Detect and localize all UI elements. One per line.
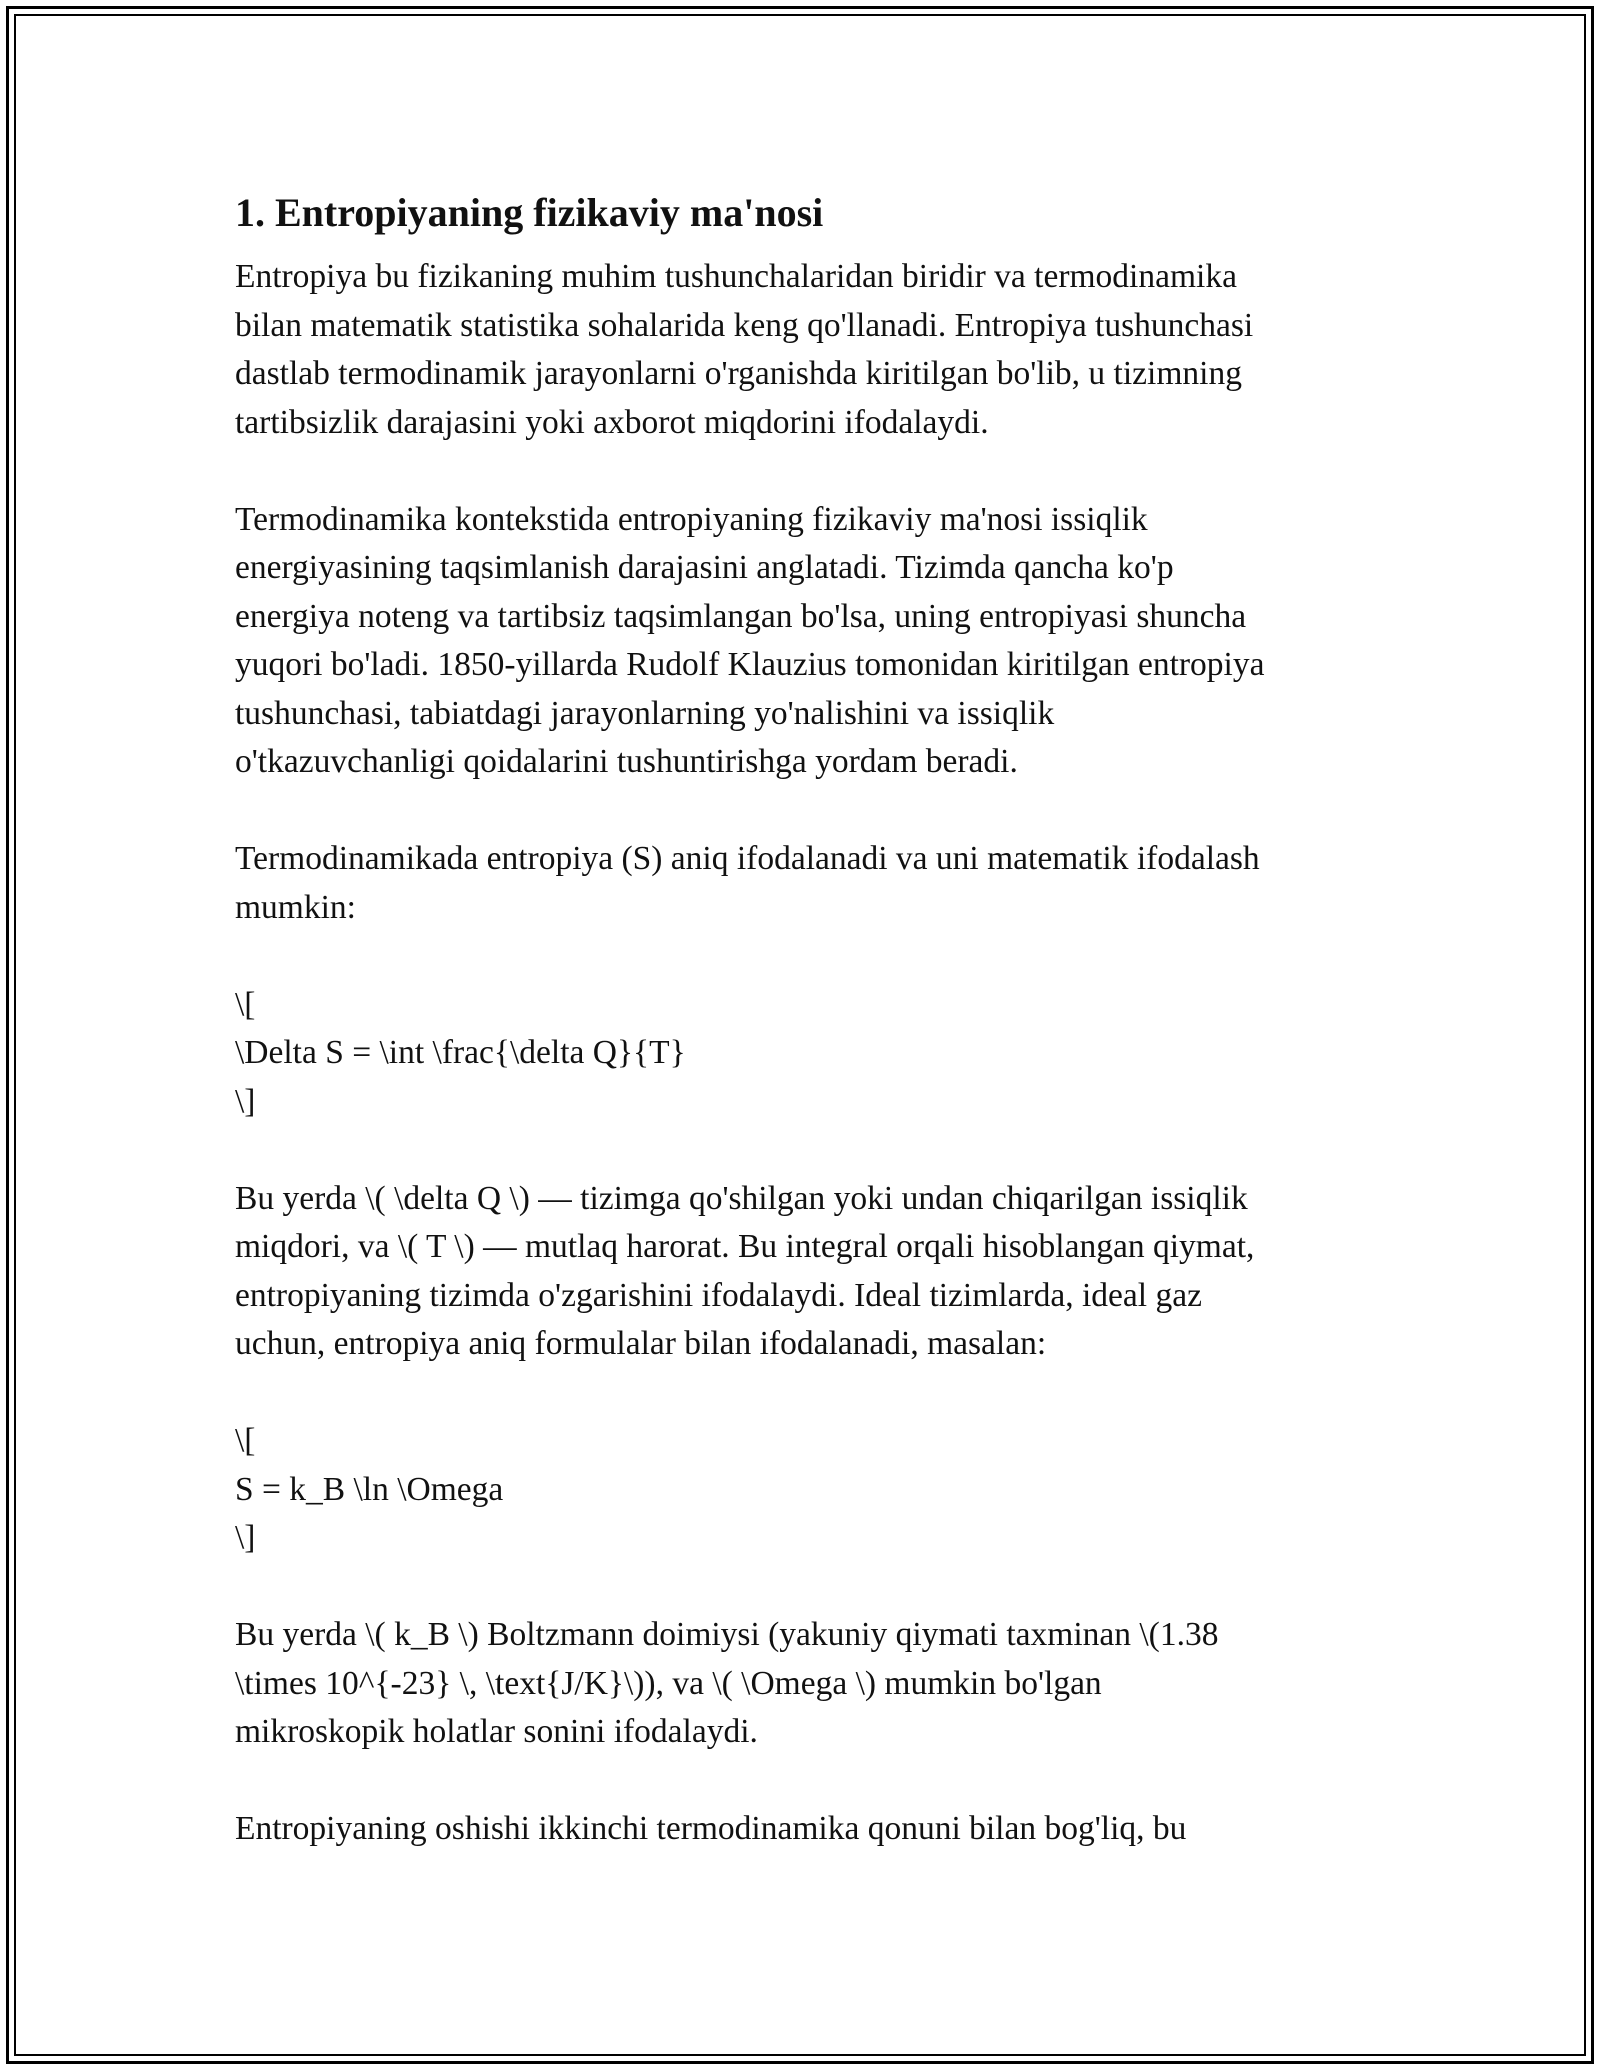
paragraph-second-law: Entropiyaning oshishi ikkinchi termodinamika qonuni bilan bog'liq, bu — [235, 1810, 1187, 1847]
formula-delta-s: \[ \Delta S = \int \frac{\delta Q}{T} \] — [235, 985, 686, 1120]
paragraph-entropy-definition: Termodinamikada entropiya (S) aniq ifodalanadi va uni matematik ifodalash mumkin: — [235, 840, 1260, 926]
paragraph-thermodynamics-context: Termodinamika kontekstida entropiyaning fizikaviy ma'nosi issiqlik energiyasining taqsimlanish darajasini anglatadi. Tizimda qancha ko'p energiya noteng va tartibsiz taqsimlangan bo'lsa, uning entropiyasi shuncha yuqori bo'ladi. 1850-yillarda Rudolf Klauzius tomonidan kiritilgan entropiya tushunchasi, tabiatdagi jarayonlarning yo'nalishini va issiqlik o'tkazuvchanligi qoidalarini tushuntirishga yordam beradi. — [235, 500, 1265, 780]
paragraph-boltzmann-explanation: Bu yerda \( k_B \) Boltzmann doimiysi (yakuniy qiymati taxminan \(1.38 \times 10^{-23} \, \text{J/K}\)), va \( \Omega \) mumkin bo'lgan mikroskopik holatlar sonini ifodalaydi. — [235, 1616, 1219, 1750]
document-body — [235, 185, 1385, 1854]
paragraph-intro: Entropiya bu fizikaning muhim tushunchalaridan biridir va termodinamika bilan matematik statistika sohalarida keng qo'llanadi. Entropiya tushunchasi dastlab termodinamik jarayonlarni o'rganishda kiritilgan bo'lib, u tizimning tartibsizlik darajasini yoki axborot miqdorini ifodalaydi. — [235, 258, 1254, 441]
formula-boltzmann: \[ S = k_B \ln \Omega \] — [235, 1422, 504, 1556]
section-heading: 1. Entropiyaning fizikaviy ma'nosi — [235, 190, 824, 235]
paragraph-formula-explanation: Bu yerda \( \delta Q \) — tizimga qo'shilgan yoki undan chiqarilgan issiqlik miqdori, va \( T \) — mutlaq harorat. Bu integral orqali hisoblangan qiymat, entropiyaning tizimda o'zgarishini ifodalaydi. Ideal tizimlarda, ideal gaz uchun, entropiya aniq formulalar bilan ifodalanadi, masalan: — [235, 1179, 1255, 1362]
